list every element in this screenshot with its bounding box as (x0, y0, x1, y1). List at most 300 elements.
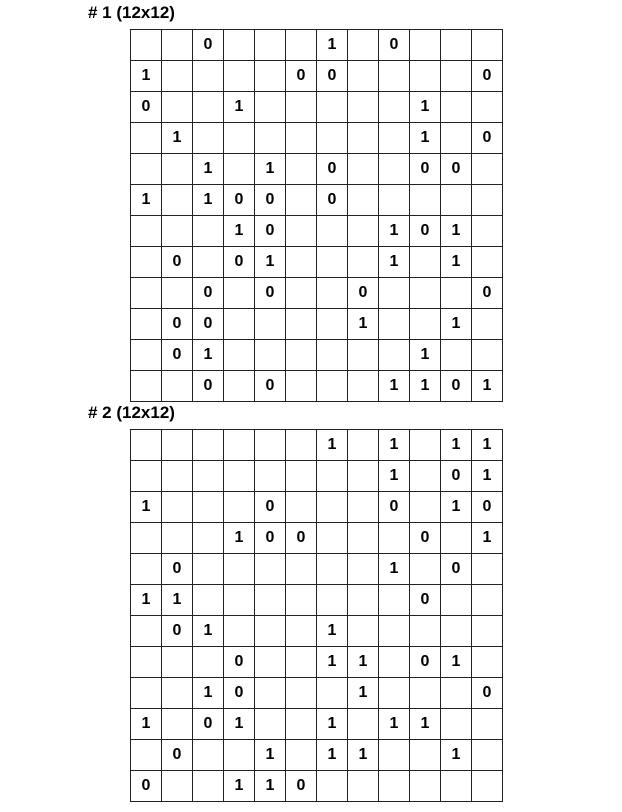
grid-cell: 1 (131, 709, 162, 740)
grid-cell (348, 61, 379, 92)
grid-row (131, 771, 503, 802)
grid-cell (317, 492, 348, 523)
grid-cell (162, 709, 193, 740)
grid-cell: 1 (410, 92, 441, 123)
puzzle-2-grid (130, 429, 503, 802)
grid-cell: 1 (472, 430, 503, 461)
grid-row (131, 185, 503, 216)
grid-cell (410, 61, 441, 92)
grid-row (131, 278, 503, 309)
grid-cell (441, 771, 472, 802)
grid-cell (224, 430, 255, 461)
grid-cell (224, 123, 255, 154)
grid-cell (348, 216, 379, 247)
grid-row (131, 154, 503, 185)
grid-cell (348, 30, 379, 61)
grid-cell (410, 278, 441, 309)
grid-cell: 1 (255, 154, 286, 185)
grid-cell (193, 461, 224, 492)
grid-cell (131, 740, 162, 771)
grid-cell (193, 585, 224, 616)
grid-row (131, 92, 503, 123)
grid-cell (379, 585, 410, 616)
grid-cell: 0 (472, 123, 503, 154)
grid-row (131, 123, 503, 154)
grid-cell: 1 (472, 523, 503, 554)
grid-cell: 1 (193, 616, 224, 647)
grid-cell (131, 30, 162, 61)
grid-cell (286, 371, 317, 402)
grid-cell (379, 61, 410, 92)
grid-cell (472, 216, 503, 247)
grid-cell (472, 554, 503, 585)
grid-cell: 1 (131, 585, 162, 616)
grid-cell (410, 678, 441, 709)
grid-cell (441, 185, 472, 216)
grid-cell (472, 154, 503, 185)
grid-cell (224, 61, 255, 92)
grid-cell (379, 278, 410, 309)
grid-cell: 1 (348, 647, 379, 678)
grid-cell: 1 (379, 216, 410, 247)
grid-cell: 0 (193, 371, 224, 402)
grid-cell (348, 523, 379, 554)
grid-cell (162, 278, 193, 309)
grid-cell (348, 371, 379, 402)
grid-cell: 0 (441, 461, 472, 492)
grid-cell (131, 554, 162, 585)
grid-cell (472, 647, 503, 678)
grid-cell: 1 (224, 216, 255, 247)
grid-cell: 0 (472, 678, 503, 709)
grid-cell (286, 585, 317, 616)
grid-cell (162, 30, 193, 61)
grid-row (131, 216, 503, 247)
grid-cell: 0 (441, 554, 472, 585)
grid-cell (255, 92, 286, 123)
grid-cell: 0 (162, 554, 193, 585)
grid-cell (441, 709, 472, 740)
grid-cell: 1 (317, 709, 348, 740)
grid-cell (441, 123, 472, 154)
grid-cell (472, 340, 503, 371)
grid-cell: 1 (131, 61, 162, 92)
grid-cell (379, 123, 410, 154)
grid-cell: 1 (162, 585, 193, 616)
grid-cell (441, 61, 472, 92)
grid-cell (348, 92, 379, 123)
grid-cell: 0 (348, 278, 379, 309)
grid-cell (193, 492, 224, 523)
grid-cell: 0 (410, 585, 441, 616)
grid-cell: 0 (224, 247, 255, 278)
grid-cell (286, 678, 317, 709)
grid-cell (224, 585, 255, 616)
puzzle-1-title: # 1 (12x12) (88, 3, 175, 22)
grid-cell: 0 (472, 61, 503, 92)
grid-row (131, 709, 503, 740)
grid-cell: 0 (131, 771, 162, 802)
grid-cell: 0 (162, 309, 193, 340)
grid-cell (286, 185, 317, 216)
grid-cell: 1 (441, 740, 472, 771)
grid-cell: 1 (441, 647, 472, 678)
grid-cell (379, 92, 410, 123)
grid-cell (348, 154, 379, 185)
grid-cell (472, 740, 503, 771)
grid-cell (410, 30, 441, 61)
grid-cell: 1 (379, 461, 410, 492)
grid-cell (286, 340, 317, 371)
grid-cell: 1 (162, 123, 193, 154)
grid-cell: 1 (379, 247, 410, 278)
grid-cell (348, 123, 379, 154)
grid-cell (162, 461, 193, 492)
grid-row (131, 61, 503, 92)
grid-cell (131, 616, 162, 647)
grid-cell: 0 (255, 371, 286, 402)
grid-cell (286, 123, 317, 154)
grid-cell: 1 (472, 371, 503, 402)
grid-cell (317, 247, 348, 278)
grid-cell (131, 154, 162, 185)
grid-cell (410, 554, 441, 585)
grid-cell (224, 461, 255, 492)
grid-cell (286, 92, 317, 123)
grid-cell (441, 30, 472, 61)
grid-cell: 1 (224, 771, 255, 802)
grid-cell (379, 616, 410, 647)
grid-cell (317, 340, 348, 371)
grid-cell (224, 740, 255, 771)
grid-cell (410, 461, 441, 492)
grid-cell (255, 123, 286, 154)
grid-cell (410, 309, 441, 340)
grid-cell (255, 461, 286, 492)
grid-cell (286, 709, 317, 740)
puzzle-1-grid (130, 29, 503, 402)
grid-cell (286, 154, 317, 185)
grid-cell (441, 678, 472, 709)
grid-cell (131, 216, 162, 247)
grid-cell: 1 (379, 430, 410, 461)
grid-cell (472, 616, 503, 647)
grid-cell: 1 (131, 185, 162, 216)
grid-cell (131, 309, 162, 340)
grid-cell (255, 678, 286, 709)
grid-cell: 1 (379, 554, 410, 585)
grid-cell (162, 430, 193, 461)
grid-row (131, 554, 503, 585)
grid-cell (286, 430, 317, 461)
grid-cell: 0 (193, 309, 224, 340)
grid-cell: 0 (162, 616, 193, 647)
grid-cell (348, 616, 379, 647)
grid-cell: 0 (286, 523, 317, 554)
grid-cell: 0 (162, 340, 193, 371)
grid-cell: 1 (379, 709, 410, 740)
grid-cell (255, 647, 286, 678)
grid-cell: 1 (441, 309, 472, 340)
grid-cell: 0 (224, 678, 255, 709)
grid-cell (441, 616, 472, 647)
grid-row (131, 371, 503, 402)
grid-cell: 0 (162, 740, 193, 771)
grid-row (131, 247, 503, 278)
grid-cell (410, 492, 441, 523)
grid-cell (379, 340, 410, 371)
grid-cell: 1 (255, 740, 286, 771)
grid-cell: 0 (255, 216, 286, 247)
grid-cell (286, 492, 317, 523)
grid-cell (131, 371, 162, 402)
grid-cell (224, 616, 255, 647)
grid-cell: 1 (410, 123, 441, 154)
grid-cell (317, 278, 348, 309)
grid-cell (286, 30, 317, 61)
grid-cell (286, 216, 317, 247)
grid-cell (162, 61, 193, 92)
grid-cell: 0 (255, 278, 286, 309)
grid-row (131, 616, 503, 647)
grid-cell (379, 185, 410, 216)
grid-cell (286, 554, 317, 585)
grid-cell: 0 (224, 647, 255, 678)
grid-cell (131, 123, 162, 154)
grid-cell (255, 430, 286, 461)
grid-cell (348, 185, 379, 216)
grid-cell: 0 (441, 371, 472, 402)
grid-cell: 0 (410, 154, 441, 185)
grid-cell (348, 771, 379, 802)
grid-cell: 0 (193, 278, 224, 309)
grid-cell (255, 585, 286, 616)
grid-cell (286, 461, 317, 492)
grid-cell (472, 309, 503, 340)
grid-cell (193, 430, 224, 461)
grid-cell (224, 554, 255, 585)
grid-cell (224, 278, 255, 309)
grid-cell (162, 154, 193, 185)
grid-cell (317, 523, 348, 554)
grid-cell (472, 247, 503, 278)
grid-cell (410, 771, 441, 802)
grid-cell: 0 (410, 216, 441, 247)
grid-cell: 1 (410, 340, 441, 371)
grid-cell: 1 (441, 492, 472, 523)
grid-cell: 1 (348, 309, 379, 340)
grid-cell (162, 92, 193, 123)
grid-cell (255, 30, 286, 61)
puzzle-2-title: # 2 (12x12) (88, 403, 175, 422)
grid-cell: 1 (224, 523, 255, 554)
grid-cell (317, 554, 348, 585)
grid-cell (441, 278, 472, 309)
grid-cell: 1 (224, 709, 255, 740)
grid-cell (348, 340, 379, 371)
grid-cell: 1 (255, 771, 286, 802)
grid-cell: 0 (379, 492, 410, 523)
grid-cell (162, 771, 193, 802)
grid-cell: 1 (348, 740, 379, 771)
grid-cell (193, 523, 224, 554)
grid-cell (162, 216, 193, 247)
grid-cell (472, 709, 503, 740)
grid-cell: 1 (348, 678, 379, 709)
grid-cell (162, 678, 193, 709)
grid-cell: 0 (472, 278, 503, 309)
grid-cell (224, 492, 255, 523)
grid-cell: 0 (286, 61, 317, 92)
grid-cell: 1 (317, 740, 348, 771)
grid-cell (224, 340, 255, 371)
grid-cell (162, 523, 193, 554)
grid-cell (255, 616, 286, 647)
grid-cell: 1 (193, 678, 224, 709)
grid-cell (472, 771, 503, 802)
grid-cell: 0 (286, 771, 317, 802)
grid-cell: 0 (255, 523, 286, 554)
grid-cell (286, 278, 317, 309)
grid-cell: 0 (255, 185, 286, 216)
grid-cell (410, 740, 441, 771)
grid-cell (286, 616, 317, 647)
grid-cell (472, 92, 503, 123)
grid-cell (317, 678, 348, 709)
grid-cell (131, 340, 162, 371)
grid-cell (162, 647, 193, 678)
grid-cell: 1 (441, 247, 472, 278)
grid-cell (379, 523, 410, 554)
grid-cell (131, 523, 162, 554)
grid-cell (410, 616, 441, 647)
grid-cell: 0 (193, 30, 224, 61)
grid-cell: 0 (317, 154, 348, 185)
grid-cell (317, 92, 348, 123)
grid-cell (193, 216, 224, 247)
grid-cell (441, 92, 472, 123)
grid-cell (379, 678, 410, 709)
grid-cell (472, 585, 503, 616)
grid-cell (286, 309, 317, 340)
grid-cell (131, 278, 162, 309)
grid-cell (379, 771, 410, 802)
grid-row (131, 678, 503, 709)
grid-cell (224, 154, 255, 185)
grid-row (131, 647, 503, 678)
grid-cell: 1 (410, 709, 441, 740)
grid-row (131, 309, 503, 340)
grid-cell (348, 492, 379, 523)
grid-cell (193, 771, 224, 802)
grid-cell (379, 309, 410, 340)
grid-cell (379, 647, 410, 678)
grid-cell (193, 554, 224, 585)
grid-row (131, 523, 503, 554)
grid-cell (162, 371, 193, 402)
grid-cell (317, 309, 348, 340)
grid-cell (317, 461, 348, 492)
grid-cell (286, 740, 317, 771)
grid-cell: 1 (317, 616, 348, 647)
grid-row (131, 340, 503, 371)
grid-cell (317, 585, 348, 616)
grid-cell (193, 247, 224, 278)
grid-cell (348, 585, 379, 616)
grid-cell: 1 (131, 492, 162, 523)
grid-cell: 1 (193, 340, 224, 371)
grid-cell (255, 340, 286, 371)
grid-cell (348, 554, 379, 585)
grid-cell (286, 247, 317, 278)
grid-cell (441, 523, 472, 554)
grid-cell: 0 (193, 709, 224, 740)
grid-cell (379, 740, 410, 771)
grid-cell (348, 430, 379, 461)
grid-cell (131, 430, 162, 461)
grid-cell: 1 (441, 216, 472, 247)
grid-cell (348, 709, 379, 740)
grid-cell (441, 340, 472, 371)
grid-cell: 1 (193, 154, 224, 185)
grid-cell: 0 (410, 647, 441, 678)
grid-row (131, 461, 503, 492)
grid-cell: 0 (410, 523, 441, 554)
grid-cell: 1 (317, 430, 348, 461)
grid-cell (441, 585, 472, 616)
grid-cell: 1 (472, 461, 503, 492)
grid-row (131, 430, 503, 461)
grid-cell (193, 123, 224, 154)
grid-cell (255, 61, 286, 92)
grid-cell: 0 (162, 247, 193, 278)
grid-cell: 1 (317, 30, 348, 61)
grid-cell (317, 771, 348, 802)
grid-cell (317, 216, 348, 247)
grid-cell: 0 (255, 492, 286, 523)
grid-cell (224, 309, 255, 340)
grid-cell (193, 61, 224, 92)
grid-cell: 1 (441, 430, 472, 461)
grid-cell (317, 123, 348, 154)
grid-cell (410, 247, 441, 278)
grid-cell (255, 554, 286, 585)
grid-cell (131, 647, 162, 678)
grid-cell (224, 371, 255, 402)
grid-cell (224, 30, 255, 61)
grid-cell: 0 (224, 185, 255, 216)
grid-row (131, 30, 503, 61)
grid-cell (193, 647, 224, 678)
grid-cell: 0 (472, 492, 503, 523)
grid-cell: 0 (379, 30, 410, 61)
grid-cell: 0 (131, 92, 162, 123)
grid-cell (162, 185, 193, 216)
grid-cell: 1 (224, 92, 255, 123)
grid-cell: 1 (255, 247, 286, 278)
grid-cell: 1 (317, 647, 348, 678)
grid-row (131, 492, 503, 523)
grid-cell: 1 (193, 185, 224, 216)
grid-cell (472, 30, 503, 61)
grid-cell: 1 (410, 371, 441, 402)
grid-cell (255, 309, 286, 340)
grid-cell: 0 (441, 154, 472, 185)
grid-row (131, 585, 503, 616)
grid-cell (131, 678, 162, 709)
grid-cell (410, 430, 441, 461)
grid-cell: 1 (379, 371, 410, 402)
